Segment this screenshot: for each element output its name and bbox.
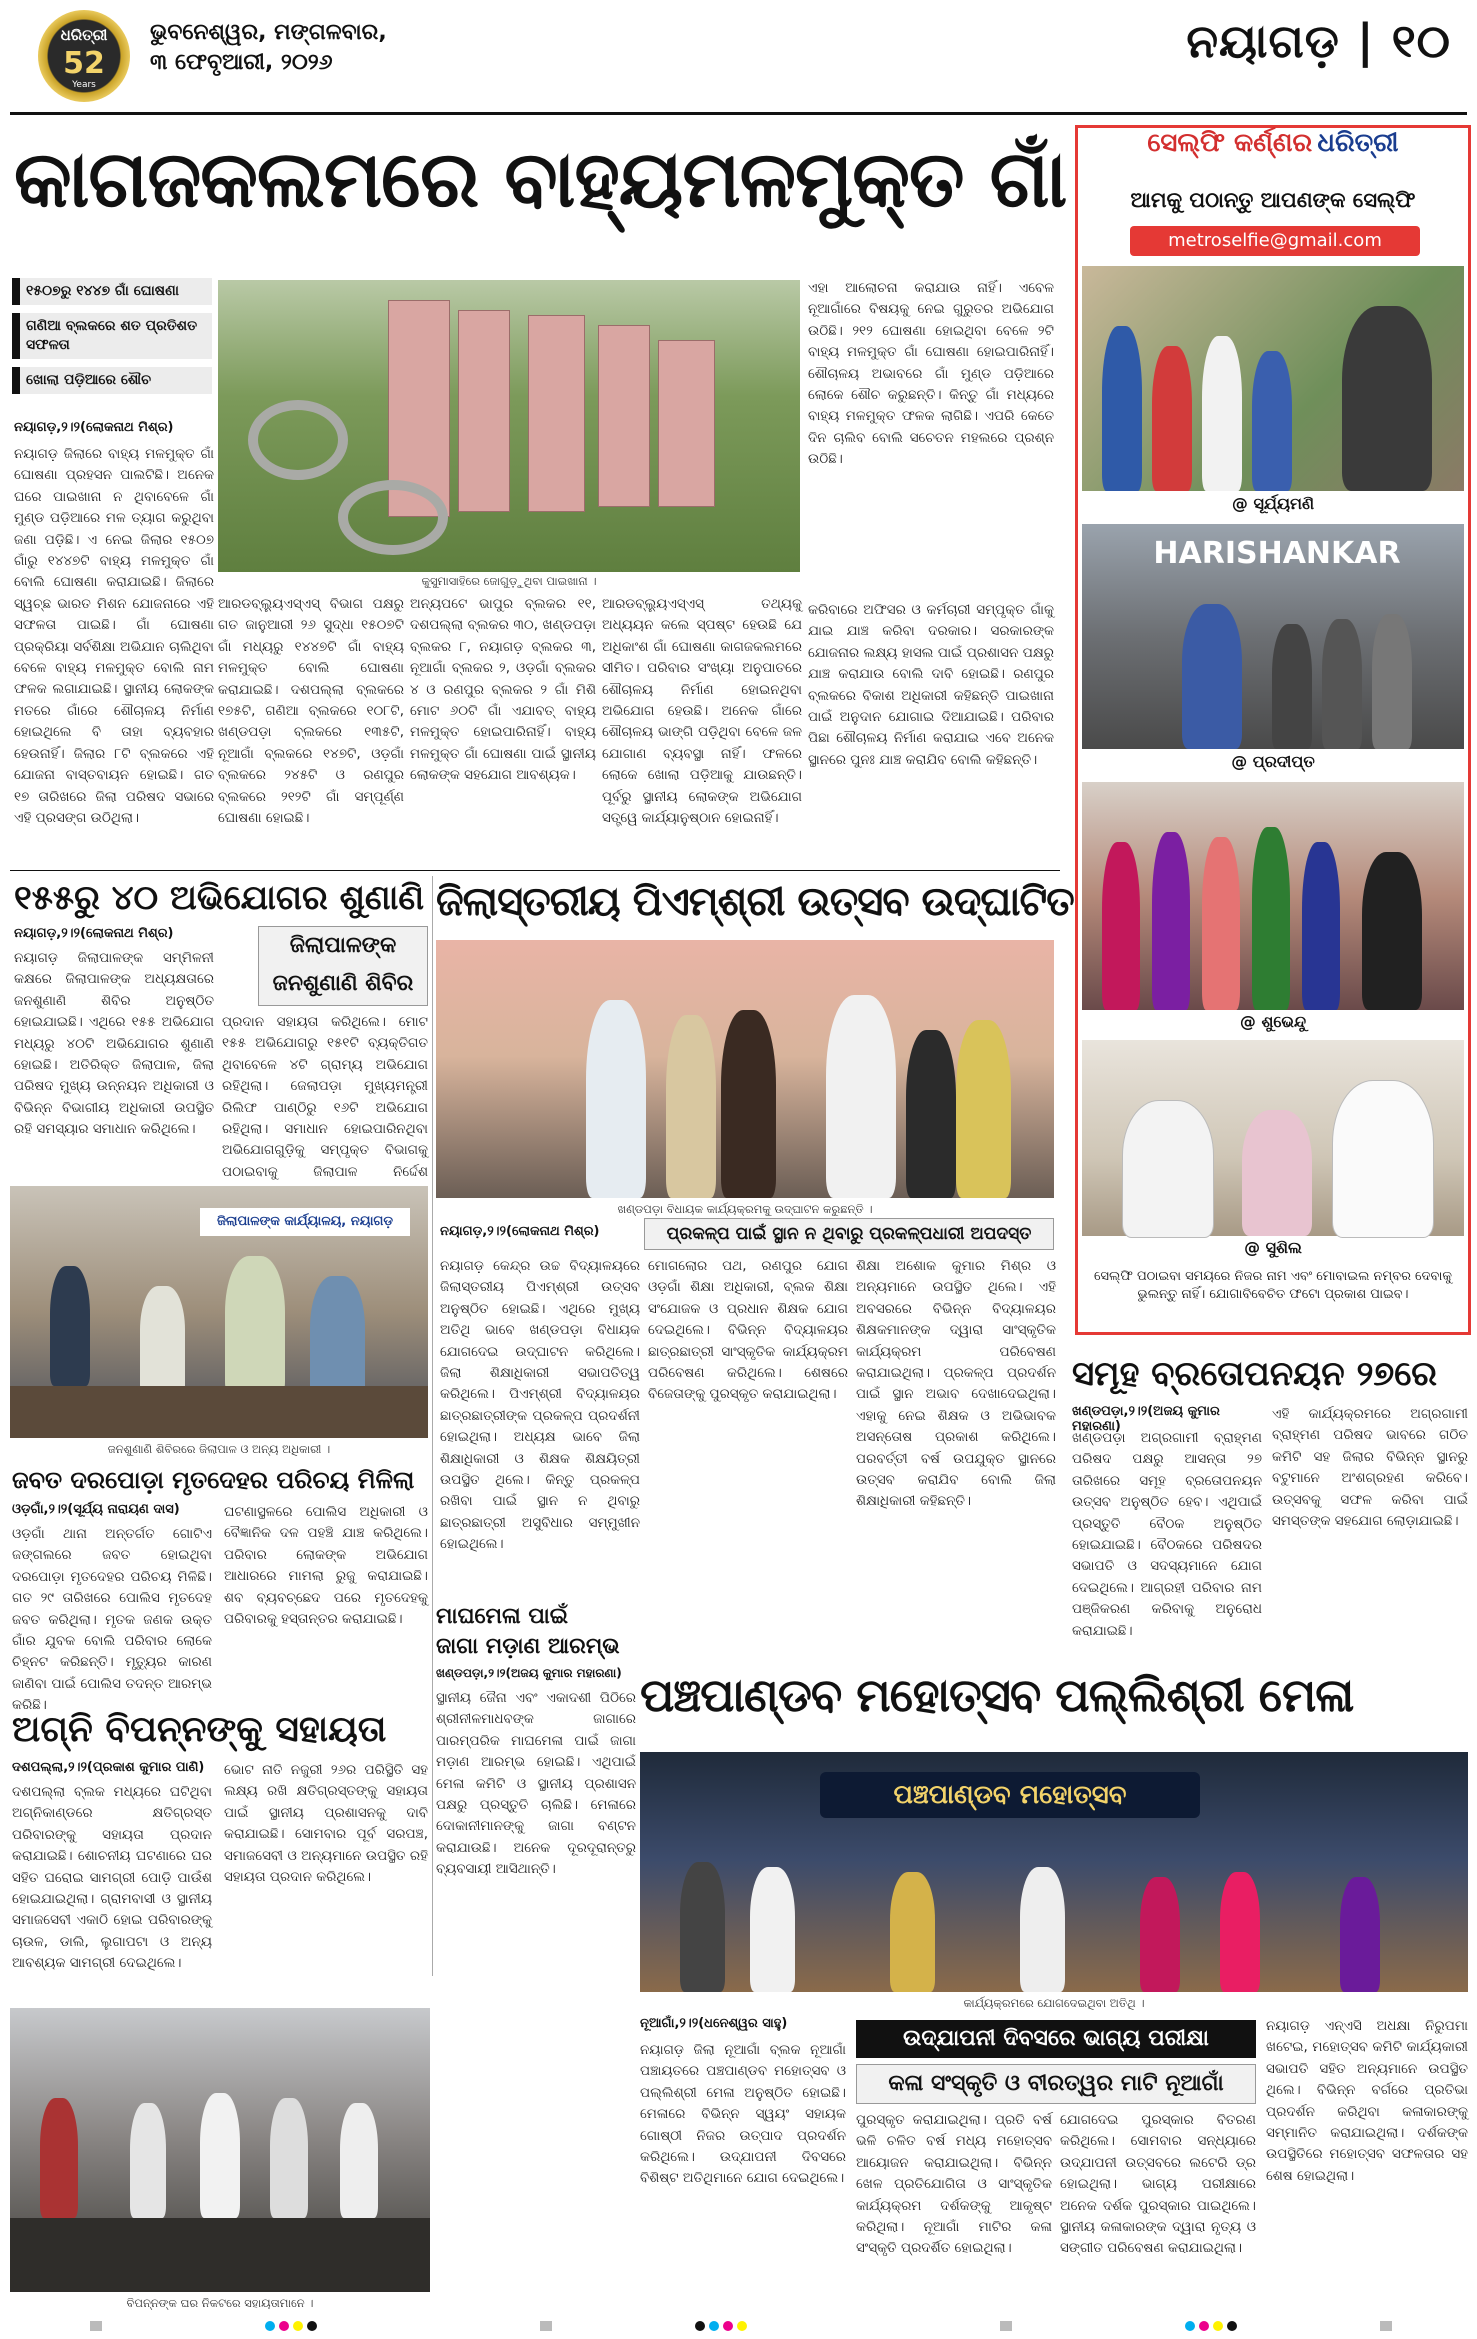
column-rule <box>432 876 433 1976</box>
panchapandav-photo-caption: କାର୍ଯ୍ୟକ୍ରମରେ ଯୋଗଦେଇଥିବା ଅତିଥି । <box>963 1996 1145 2010</box>
panchapandav-banner-2: କଳା ସଂସ୍କୃତି ଓ ବୀରତ୍ୱର ମାଟି ନୂଆଗାଁ <box>856 2064 1256 2104</box>
logo-years: Years <box>72 80 96 90</box>
grievance-photo-banner: ଜିଲାପାଳଙ୍କ କାର୍ଯ୍ୟାଳୟ, ନୟାଗଡ଼ <box>200 1208 410 1236</box>
lead-body-col1: ନୟାଗଡ଼ ଜିଲାରେ ବାହ୍ୟ ମଳମୁକ୍ତ ଗାଁ ଘୋଷଣା ପ୍ରହସନ ପାଲଟିଛି। ଅନେକ ଘରେ ପାଇଖାନା ନ ଥିବାବେଳେ ଗାଁ ମୁଣ୍ଡ ପଡ଼ିଆରେ ମଳ ତ୍ୟାଗ କରୁଥିବା ଜଣା ପଡ଼ିଛି। ଏ ନେଇ ଜିଲାର ୧୫୦୭ ଗାଁରୁ ୧୪୪୭ଟି ବାହ୍ୟ ମଳମୁକ୍ତ ଗାଁ ବୋଲି ଘୋଷଣା କରାଯାଇଛି। ଜିଲାରେ ସ୍ୱଚ୍ଛ ଭାରତ ମିଶନ ଯୋଜନାରେ ଏହି ସଫଳତା ପାଇଛି। ଗାଁ ଘୋଷଣା ପ୍ରକ୍ରିୟା ସର୍ବଶିକ୍ଷା ଅଭିଯାନ ଚାଲିଥିବା ବେଳେ ବାହ୍ୟ ମଳମୁକ୍ତ ବୋଲି ନାମ ଫଳକ ଲଗାଯାଇଛି। ସ୍ଥାନୀୟ ଲୋକଙ୍କ ମତରେ ଗାଁରେ ଶୌଚାଳୟ ନିର୍ମାଣ ହୋଇଥିଲେ ବି ତାହା ବ୍ୟବହାର ହେଉନାହିଁ। ଜିଲାର ୮ଟି ବ୍ଲକରେ ଏହି ଯୋଜନା ବାସ୍ତବାୟନ ହୋଇଛି। ଗତ ୧୭ ତାରିଖରେ ଜିଲା ପରିଷଦ ସଭାରେ ଏହି ପ୍ରସଙ୍ଗ ଉଠିଥିଲା। <box>14 446 214 826</box>
selfie-name: @ ସୂର୍ଯ୍ୟମଣି <box>1231 494 1315 513</box>
lead-headline: କାଗଜକଲମରେ ବାହ୍ୟମଳମୁକ୍ତ ଗାଁ <box>14 135 1067 225</box>
panchapandav-body-col3: ଯୋଗଦେଇ ପୁରସ୍କାର ବିତରଣ କରିଥିଲେ। ସୋମବାର ସନ୍ଧ୍ୟାରେ ଉଦ୍‌ଯାପନୀ ଉତ୍ସବରେ ଲଟେରି ଡ୍ର ହୋଇଥିଲା। ଭାଗ୍ୟ ପରୀକ୍ଷାରେ ଅନେକ ଦର୍ଶକ ପୁରସ୍କାର ପାଇଥିଲେ। ସ୍ଥାନୀୟ କଳାକାରଙ୍କ ଦ୍ୱାରା ନୃତ୍ୟ ଓ ସଙ୍ଗୀତ ପରିବେଷଣ କରାଯାଇଥିଲା। <box>1060 2112 1256 2257</box>
masthead-rule <box>10 112 1467 115</box>
pmshri-byline: ନୟାଗଡ଼,୨।୨(ଲୋକନାଥ ମିଶ୍ର) <box>440 1224 600 1239</box>
magh-headline-line1: ମାଘମେଳା ପାଇଁ <box>436 1604 569 1629</box>
page-title: ନୟାଗଡ଼ | ୧୦ <box>1186 14 1451 68</box>
fire-body-col2: ଭୋଟ ନାତି ନଜୁରୀ ୨୬ର ପରିସ୍ଥିତି ସହ ଲକ୍ଷ୍ୟ ରଖି କ୍ଷତିଗ୍ରସ୍ତଙ୍କୁ ସହାୟତା ପାଇଁ ସ୍ଥାନୀୟ ପ୍ରଶାସନକୁ ଦାବି କରାଯାଇଛି। ସୋମବାର ପୂର୍ବ ସରପଞ୍ଚ, ସମାଜସେବୀ ଓ ଅନ୍ୟମାନେ ଉପସ୍ଥିତ ରହି ସହାୟତା ପ୍ରଦାନ କରିଥିଲେ। <box>224 1762 428 1886</box>
pmshri-subhead: ପ୍ରକଳ୍ପ ପାଇଁ ସ୍ଥାନ ନ ଥିବାରୁ ପ୍ରକଳ୍ପଧାରୀ ଅପଦସ୍ତ <box>644 1218 1054 1250</box>
grievance-body-col2: ପ୍ରଦାନ ସହାୟତା କରିଥିଲେ। ମୋଟ ୧୫୫ ଅଭିଯୋଗରୁ ୧୫୧ଟି ବ୍ୟକ୍ତିଗତ ଥିବାବେଳେ ୪ଟି ଗ୍ରାମ୍ୟ ଅଭିଯୋଗ ରହିଥିଲା। ଜେଲାପଡ଼ା ମୁଖ୍ୟମନ୍ତ୍ରୀ ରିଲିଫ ପାଣ୍ଠିରୁ ୧୬ଟି ଅଭିଯୋଗ ରହିଥିଲା। ସମାଧାନ ହୋଇପାରିନଥିବା ଅଭିଯୋଗଗୁଡ଼ିକୁ ସମ୍ପୃକ୍ତ ବିଭାଗକୁ ପଠାଇବାକୁ ଜିଲାପାଳ ନିର୍ଦ୍ଦେଶ <box>222 1014 428 1180</box>
fire-photo-caption: ବିପନ୍ନଙ୍କ ଘର ନିକଟରେ ସହାୟତାମାନେ । <box>126 2296 314 2310</box>
grievance-photo-caption: ଜନଶୁଣାଣି ଶିବିରରେ ଜିଲାପାଳ ଓ ଅନ୍ୟ ଅଧିକାରୀ । <box>107 1442 331 1456</box>
selfie-corner-brand: ଧରିତ୍ରୀ <box>1317 128 1399 158</box>
upanayan-body-col1: ଖଣ୍ଡପଡ଼ା ଅଗ୍ରଗାମୀ ବ୍ରାହ୍ମଣ ପରିଷଦ ପକ୍ଷରୁ ଆସନ୍ତା ୨୭ ତାରିଖରେ ସମୂହ ବ୍ରତୋପନୟନ ଉତ୍ସବ ଅନୁଷ୍ଠିତ ହେବ। ଏଥିପାଇଁ ପ୍ରସ୍ତୁତି ବୈଠକ ଅନୁଷ୍ଠିତ ହୋଇଯାଇଛି। ବୈଠକରେ ପରିଷଦର ସଭାପତି ଓ ସଦସ୍ୟମାନେ ଯୋଗ ଦେଇଥିଲେ। ଆଗ୍ରହୀ ପରିବାର ନାମ ପଞ୍ଜିକରଣ କରିବାକୁ ଅନୁରୋଧ କରାଯାଇଛି। <box>1072 1430 1262 1639</box>
selfie-name: @ ପ୍ରଦୀପ୍ତ <box>1231 752 1315 771</box>
harishankar-sign: HARISHANKAR <box>1153 536 1401 571</box>
logo-brand: ଧରିତ୍ରୀ <box>60 26 108 44</box>
panchapandav-body-col2: ପୁରସ୍କୃତ କରାଯାଇଥିଲା। ପ୍ରତି ବର୍ଷ ଭଳି ଚଳିତ ବର୍ଷ ମଧ୍ୟ ମହୋତ୍ସବ ଆୟୋଜନ କରାଯାଇଥିଲା। ବିଭିନ୍ନ ଖେଳ ପ୍ରତିଯୋଗିତା ଓ ସାଂସ୍କୃତିକ କାର୍ଯ୍ୟକ୍ରମ ଦର୍ଶକଙ୍କୁ ଆକୃଷ୍ଟ କରିଥିଲା। ନୂଆଗାଁ ମାଟିର କଳା ସଂସ୍କୃତି ପ୍ରଦର୍ଶିତ ହୋଇଥିଲା। <box>856 2112 1052 2257</box>
dateline-date: ୩ ଫେବୃଆରୀ, ୨୦୨୬ <box>150 50 333 75</box>
selfie-corner-label: ସେଲ୍ଫି କର୍ଣ୍ଣର <box>1147 128 1313 158</box>
dateline <box>150 18 387 78</box>
upanayan-body-col2: ଏହି କାର୍ଯ୍ୟକ୍ରମରେ ଅଗ୍ରଗାମୀ ବ୍ରାହ୍ମଣ ପରିଷଦ ଭାବରେ ଗଠିତ କମିଟି ସହ ଜିଲାର ବିଭିନ୍ନ ସ୍ଥାନରୁ ବଟୁମାନେ ଅଂଶଗ୍ରହଣ କରିବେ। ଉତ୍ସବକୁ ସଫଳ କରିବା ପାଇଁ ସମସ୍ତଙ୍କ ସହଯୋଗ ଲୋଡ଼ାଯାଇଛି। <box>1272 1406 1468 1530</box>
toilet-photo <box>218 280 800 572</box>
magh-body-text: ସ୍ଥାନୀୟ ଜୈନା ଏବଂ ଏକାଦଶୀ ପିଠିରେ ଶ୍ରୀନୀଳମାଧବଙ୍କ ଜାଗାରେ ପାରମ୍ପରିକ ମାଘମେଳା ପାଇଁ ଜାଗା ମଡ଼ାଣ ଆରମ୍ଭ ହୋଇଛି। ଏଥିପାଇଁ ମେଳା କମିଟି ଓ ସ୍ଥାନୀୟ ପ୍ରଶାସନ ପକ୍ଷରୁ ପ୍ରସ୍ତୁତି ଚାଲିଛି। ମେଳାରେ ଦୋକାନୀମାନଙ୍କୁ ଜାଗା ବଣ୍ଟନ କରାଯାଉଛି। ଅନେକ ଦୂରଦୂରାନ୍ତରୁ ବ୍ୟବସାୟୀ ଆସିଥାନ୍ତି। <box>436 1690 636 1878</box>
selfie-email[interactable]: metroselfie@gmail.com <box>1130 226 1420 256</box>
dharitri-52-years-logo <box>38 10 130 102</box>
panchapandav-photo <box>640 1752 1468 1992</box>
lead-bullet: ଗଣିଆ ବ୍ଲକରେ ଶତ ପ୍ରତିଶତ ସଫଳତା <box>12 313 212 359</box>
fire-photo <box>10 2008 430 2292</box>
logo-number: 52 <box>63 46 105 81</box>
lead-body-col4: ଆରଡବ୍ଲ୍ୟୁଏସ୍ଏସ୍ ତଥ୍ୟକୁ ଅଧ୍ୟୟନ କଲେ ସ୍ପଷ୍ଟ ହେଉଛି ଯେ ଅଧିକାଂଶ ଗାଁ ଘୋଷଣା କାଗଜକଲମରେ ସୀମିତ। ପରିବାର ସଂଖ୍ୟା ଅନୁପାତରେ ଶୌଚାଳୟ ନିର୍ମାଣ ହୋଇନଥିବା ଅଭିଯୋଗ ହେଉଛି। ଅନେକ ଗାଁରେ ଶୌଚାଳୟ ଭାଙ୍ଗି ପଡ଼ିଥିବା ବେଳେ ଜଳ ଯୋଗାଣ ବ୍ୟବସ୍ଥା ନାହିଁ। ଫଳରେ ଲୋକେ ଖୋଲା ପଡ଼ିଆକୁ ଯାଉଛନ୍ତି। ପୂର୍ବରୁ ସ୍ଥାନୀୟ ଲୋକଙ୍କ ଅଭିଯୋଗ ସତ୍ତ୍ୱେ କାର୍ଯ୍ୟାନୁଷ୍ଠାନ ହୋଇନାହିଁ। <box>602 596 802 827</box>
pmshri-headline: ଜିଲାସ୍ତରୀୟ ପିଏମ୍ଶ୍ରୀ ଉତ୍ସବ ଉଦ୍‌ଘାଟିତ <box>436 879 1074 925</box>
pmshri-body-col2: ମୋଗଲୋର ପଥ, ରଣପୁର ଯୋଗ ଓଡ଼ଗାଁ ଶିକ୍ଷା ଅଧିକାରୀ, ବ୍ଲକ ଶିକ୍ଷା ସଂଯୋଜକ ଓ ପ୍ରଧାନ ଶିକ୍ଷକ ଯୋଗ ଦେଇଥିଲେ। ବିଭିନ୍ନ ବିଦ୍ୟାଳୟର ଛାତ୍ରଛାତ୍ରୀ ସାଂସ୍କୃତିକ କାର୍ଯ୍ୟକ୍ରମ ପରିବେଷଣ କରିଥିଲେ। ଶେଷରେ ବିଜେତାଙ୍କୁ ପୁରସ୍କୃତ କରାଯାଇଥିଲା। <box>648 1258 848 1403</box>
magh-headline <box>436 1602 656 1662</box>
death-byline: ଓଡ଼ଗାଁ,୨।୨(ସୂର୍ଯ୍ୟ ନାରାୟଣ ଦାସ) <box>12 1502 180 1517</box>
magh-headline-line2: ଜାଗା ମଡ଼ାଣ ଆରମ୍ଭ <box>436 1634 620 1659</box>
panchapandav-banner-1: ଉଦ୍‌ଯାପନୀ ଦିବସରେ ଭାଗ୍ୟ ପରୀକ୍ଷା <box>856 2020 1256 2058</box>
toilet-photo-caption: କୁସୁମାସାହିରେ ଜୋଗୁଡ଼ୁଥିବା ପାଇଖାନା । <box>421 574 597 588</box>
fire-byline: ଦଶପଲ୍ଲା,୨।୨(ପ୍ରକାଶ କୁମାର ପାଣି) <box>12 1760 205 1775</box>
selfie-corner-subtitle: ଆମକୁ ପଠାନ୍ତୁ ଆପଣଙ୍କ ସେଲ୍ଫି <box>1130 188 1416 212</box>
pmshri-body-col3: ଶିକ୍ଷା ଅଶୋକ କୁମାର ମିଶ୍ର ଓ ଅନ୍ୟମାନେ ଉପସ୍ଥିତ ଥିଲେ। ଏହି ଅବସରରେ ବିଭିନ୍ନ ବିଦ୍ୟାଳୟର ଶିକ୍ଷକମାନଙ୍କ ଦ୍ୱାରା ସାଂସ୍କୃତିକ କାର୍ଯ୍ୟକ୍ରମ ପରିବେଷଣ କରାଯାଇଥିଲା। ପ୍ରକଳ୍ପ ପ୍ରଦର୍ଶନ ପାଇଁ ସ୍ଥାନ ଅଭାବ ଦେଖାଦେଇଥିଲା। ଏହାକୁ ନେଇ ଶିକ୍ଷକ ଓ ଅଭିଭାବକ ଅସନ୍ତୋଷ ପ୍ରକାଶ କରିଥିଲେ। ପରବର୍ତ୍ତୀ ବର୍ଷ ଉପଯୁକ୍ତ ସ୍ଥାନରେ ଉତ୍ସବ କରାଯିବ ବୋଲି ଜିଲା ଶିକ୍ଷାଧିକାରୀ କହିଛନ୍ତି। <box>856 1258 1056 1510</box>
panchapandav-body-col1: ନୟାଗଡ଼ ଜିଲା ନୂଆଗାଁ ବ୍ଲକ ନୂଆଗାଁ ପଞ୍ଚାୟତରେ ପଞ୍ଚପାଣ୍ଡବ ମହୋତ୍ସବ ଓ ପଲ୍ଲିଶ୍ରୀ ମେଳା ଅନୁଷ୍ଠିତ ହୋଇଛି। ମେଳାରେ ବିଭିନ୍ନ ସ୍ୱୟଂ ସହାୟକ ଗୋଷ୍ଠୀ ନିଜର ଉତ୍ପାଦ ପ୍ରଦର୍ଶନ କରିଥିଲେ। ଉଦ୍‌ଯାପନୀ ଦିବସରେ ବିଶିଷ୍ଟ ଅତିଥିମାନେ ଯୋଗ ଦେଇଥିଲେ। <box>640 2042 846 2187</box>
lead-bullet: ଖୋଲା ପଡ଼ିଆରେ ଶୌଚ <box>12 367 212 394</box>
grievance-byline: ନୟାଗଡ଼,୨।୨(ଲୋକନାଥ ମିଶ୍ର) <box>14 926 174 941</box>
fire-body-col1: ଦଶପଲ୍ଲା ବ୍ଲକ ମଧ୍ୟରେ ଘଟିଥିବା ଅଗ୍ନିକାଣ୍ଡରେ କ୍ଷତିଗ୍ରସ୍ତ ପରିବାରଙ୍କୁ ସହାୟତା ପ୍ରଦାନ କରାଯାଇଛି। ଶୋଚନୀୟ ଘଟଣାରେ ଘର ସହିତ ଘରୋଇ ସାମଗ୍ରୀ ପୋଡ଼ି ପାଉଁଶ ହୋଇଯାଇଥିଲା। ଗ୍ରାମବାସୀ ଓ ସ୍ଥାନୀୟ ସମାଜସେବୀ ଏକାଠି ହୋଇ ପରିବାରଙ୍କୁ ଚାଉଳ, ଡାଲି, ଲୁଗାପଟା ଓ ଅନ୍ୟ ଆବଶ୍ୟକ ସାମଗ୍ରୀ ଦେଇଥିଲେ। <box>12 1784 212 1972</box>
panchapandav-headline: ପଞ୍ଚପାଣ୍ଡବ ମହୋତ୍ସବ ପଲ୍ଲିଶ୍ରୀ ମେଳା <box>640 1668 1354 1722</box>
lead-bullet: ୧୫୦୭ରୁ ୧୪୪୭ ଗାଁ ଘୋଷଣା <box>12 278 212 305</box>
lead-body-col2: ଆରଡବ୍ଲ୍ୟୁଏସ୍ଏସ୍ ବିଭାଗ ପକ୍ଷରୁ ଗତ ଜାନୁଆରୀ ୨୬ ସୁଦ୍ଧା ୧୫୦୭ଟି ଗାଁ ମଧ୍ୟରୁ ୧୪୪୭ଟି ଗାଁ ବାହ୍ୟ ମଳମୁକ୍ତ ବୋଲି ଘୋଷଣା କରାଯାଇଛି। ଦଶପଲ୍ଲା ବ୍ଲକରେ ୧୭୫ଟି, ଗଣିଆ ବ୍ଲକରେ ୧୦୮ଟି, ଖଣ୍ଡପଡ଼ା ବ୍ଲକରେ ୧୩୫ଟି, ନୂଆଗାଁ ବ୍ଲକରେ ୧୪୭ଟି, ଓଡ଼ଗାଁ ବ୍ଲକରେ ୨୪୫ଟି ଓ ରଣପୁର ବ୍ଲକରେ ୨୧୨ଟି ଗାଁ ସମ୍ପୂର୍ଣ୍ଣ ଘୋଷଣା ହୋଇଛି। <box>218 596 404 827</box>
magh-byline: ଖଣ୍ଡପଡ଼ା,୨।୨(ଅଜୟ କୁମାର ମହାରଣା) <box>436 1666 622 1680</box>
panchapandav-body-col4: ନୟାଗଡ଼ ଏନ୍‌ଏସି ଅଧକ୍ଷା ନିରୁପମା ଖଟେଇ, ମହୋତ୍ସବ କମିଟି କାର୍ଯ୍ୟକାରୀ ସଭାପତି ସହିତ ଅନ୍ୟମାନେ ଉପସ୍ଥିତ ଥିଲେ। ବିଭିନ୍ନ ବର୍ଗରେ ପ୍ରତିଭା ପ୍ରଦର୍ଶନ କରିଥିବା କଳାକାରଙ୍କୁ ସମ୍ମାନିତ କରାଯାଇଥିଲା। ଦର୍ଶକଙ୍କ ଉପସ୍ଥିତିରେ ମହୋତ୍ସବ ସଫଳତାର ସହ ଶେଷ ହୋଇଥିଲା। <box>1266 2018 1468 2184</box>
grievance-photo <box>10 1186 428 1438</box>
fire-headline: ଅଗ୍ନି ବିପନ୍ନଙ୍କୁ ସହାୟତା <box>12 1709 387 1750</box>
lead-body-col3: ଅନ୍ୟପଟେ ଭାପୁର ବ୍ଲକର ୧୧, ଦଶପଲ୍ଲା ବ୍ଲକର ୩୦, ଖଣ୍ଡପଡ଼ା ବ୍ଲକର ୮, ନୟାଗଡ଼ ବ୍ଲକର ୩, ନୂଆଗାଁ ବ୍ଲକର ୨, ଓଡ଼ଗାଁ ବ୍ଲକର ୪ ଓ ରଣପୁର ବ୍ଲକର ୨ ଗାଁ ମିଶି ମୋଟ ୬୦ଟି ଗାଁ ଏଯାବତ୍ ବାହ୍ୟ ମଳମୁକ୍ତ ହୋଇପାରିନାହିଁ। ବାହ୍ୟ ମଳମୁକ୍ତ ଗାଁ ଘୋଷଣା ପାଇଁ ସ୍ଥାନୀୟ ଲୋକଙ୍କ ସହଯୋଗ ଆବଶ୍ୟକ। <box>410 596 596 784</box>
selfie-name: @ ସୁଶିଲ <box>1244 1238 1302 1257</box>
lead-body-col6: କରିବାରେ ଅଫିସର ଓ କର୍ମଚାରୀ ସମ୍ପୃକ୍ତ ଗାଁକୁ ଯାଇ ଯାଞ୍ଚ କରିବା ଦରକାର। ସରକାରଙ୍କ ଯୋଜନାର ଲକ୍ଷ୍ୟ ହାସଲ ପାଇଁ ପ୍ରଶାସନ ପକ୍ଷରୁ ଯାଞ୍ଚ କରାଯାଉ ବୋଲି ଦାବି ହୋଇଛି। ରଣପୁର ବ୍ଲକରେ ବିକାଶ ଅଧିକାରୀ କହିଛନ୍ତି ପାଇଖାନା ପାଇଁ ଅନୁଦାନ ଯୋଗାଇ ଦିଆଯାଇଛି। ପରିବାର ପିଛା ଶୌଚାଳୟ ନିର୍ମାଣ କରାଯାଇ ଏବେ ଅନେକ ସ୍ଥାନରେ ପୁନଃ ଯାଞ୍ଚ କରାଯିବ ବୋଲି କହିଛନ୍ତି। <box>808 602 1054 768</box>
print-registration-marks <box>0 2318 1477 2332</box>
selfie-name: @ ଶୁଭେନ୍ଦୁ <box>1239 1012 1307 1031</box>
upanayan-headline: ସମୂହ ବ୍ରତୋପନୟନ ୨୭ରେ <box>1072 1354 1437 1394</box>
divider <box>10 870 1060 871</box>
selfie-photo <box>1082 1040 1464 1236</box>
death-body-col1: ଓଡ଼ଗାଁ ଥାନା ଅନ୍ତର୍ଗତ ଗୋଟିଏ ଜଙ୍ଗଲରେ ଜବତ ହୋଇଥିବା ଦରପୋଡ଼ା ମୃତଦେହର ପରିଚୟ ମିଳିଛି। ଗତ ୨୯ ତାରିଖରେ ପୋଲିସ ମୃତଦେହ ଜବତ କରିଥିଲା। ମୃତକ ଜଣକ ଉକ୍ତ ଗାଁର ଯୁବକ ବୋଲି ପରିବାର ଲୋକେ ଚିହ୍ନଟ କରିଛନ୍ତି। ମୃତ୍ୟୁର କାରଣ ଜାଣିବା ପାଇଁ ପୋଲିସ ତଦନ୍ତ ଆରମ୍ଭ କରିଛି। <box>12 1526 212 1714</box>
selfie-photo <box>1082 782 1464 1010</box>
selfie-photo <box>1082 266 1464 491</box>
upanayan-byline: ଖଣ୍ଡପଡ଼ା,୨।୨(ଅଜୟ କୁମାର ମହାରଣା) <box>1072 1404 1220 1434</box>
panchapandav-byline: ନୂଆଗାଁ,୨।୨(ଧନେଶ୍ୱର ସାହୁ) <box>640 2016 788 2031</box>
selfie-note: ସେଲ୍ଫି ପଠାଇବା ସମୟରେ ନିଜର ନାମ ଏବଂ ମୋବାଇଲ ନମ୍ବର ଦେବାକୁ ଭୁଲନ୍ତୁ ନାହିଁ। ଯୋଗାବିବେଚିତ ଫଟୋ ପ୍ରକାଶ ପାଇବ। <box>1094 1269 1452 1302</box>
pmshri-body-col1: ନୟାଗଡ଼ କେନ୍ଦ୍ର ଉଚ୍ଚ ବିଦ୍ୟାଳୟରେ ଜିଲାସ୍ତରୀୟ ପିଏମ୍ଶ୍ରୀ ଉତ୍ସବ ଅନୁଷ୍ଠିତ ହୋଇଛି। ଏଥିରେ ମୁଖ୍ୟ ଅତିଥି ଭାବେ ଖଣ୍ଡପଡ଼ା ବିଧାୟକ ଯୋଗଦେଇ ଉଦ୍‌ଘାଟନ କରିଥିଲେ। ଜିଲା ଶିକ୍ଷାଧିକାରୀ ସଭାପତିତ୍ୱ କରିଥିଲେ। ପିଏମ୍ଶ୍ରୀ ବିଦ୍ୟାଳୟର ଛାତ୍ରଛାତ୍ରୀଙ୍କ ପ୍ରକଳ୍ପ ପ୍ରଦର୍ଶନୀ ହୋଇଥିଲା। ଅଧ୍ୟକ୍ଷ ଭାବେ ଜିଲା ଶିକ୍ଷାଧିକାରୀ ଓ ଶିକ୍ଷକ ଶିକ୍ଷୟିତ୍ରୀ ଉପସ୍ଥିତ ଥିଲେ। କିନ୍ତୁ ପ୍ରକଳ୍ପ ରଖିବା ପାଇଁ ସ୍ଥାନ ନ ଥିବାରୁ ଛାତ୍ରଛାତ୍ରୀ ଅସୁବିଧାର ସମ୍ମୁଖୀନ ହୋଇଥିଲେ। <box>440 1258 640 1553</box>
death-body-col2: ଘଟଣାସ୍ଥଳରେ ପୋଲିସ ଅଧିକାରୀ ଓ ବୈଜ୍ଞାନିକ ଦଳ ପହଞ୍ଚି ଯାଞ୍ଚ କରିଥିଲେ। ପରିବାର ଲୋକଙ୍କ ଅଭିଯୋଗ ଆଧାରରେ ମାମଲା ରୁଜୁ କରାଯାଇଛି। ଶବ ବ୍ୟବଚ୍ଛେଦ ପରେ ମୃତଦେହକୁ ପରିବାରକୁ ହସ୍ତାନ୍ତର କରାଯାଇଛି। <box>224 1504 428 1628</box>
death-headline: ଜବତ ଦରପୋଡ଼ା ମୃତଦେହର ପରିଚୟ ମିଳିଲା <box>12 1466 415 1494</box>
selfie-photo <box>1082 524 1464 749</box>
grievance-headline: ୧୫୫ରୁ ୪୦ ଅଭିଯୋଗର ଶୁଣାଣି <box>14 878 425 918</box>
stage-banner: ପଞ୍ଚପାଣ୍ଡବ ମହୋତ୍ସବ <box>820 1772 1200 1818</box>
lead-body-col5: ଏହା ଆଲୋଚନା କରାଯାଉ ନାହିଁ। ଏବେଳ ନୂଆଗାଁରେ ବିଷୟକୁ ନେଇ ଗୁରୁତର ଅଭିଯୋଗ ଉଠିଛି। ୨୧୨ ଘୋଷଣା ହୋଇଥିବା ବେଳେ ୨ଟି ବାହ୍ୟ ମଳମୁକ୍ତ ଗାଁ ଘୋଷଣା ହୋଇପାରିନାହିଁ। ଶୌଚାଳୟ ଅଭାବରେ ଗାଁ ମୁଣ୍ଡ ପଡ଼ିଆରେ ଲୋକେ ଶୌଚ କରୁଛନ୍ତି। କିନ୍ତୁ ଗାଁ ମଧ୍ୟରେ ବାହ୍ୟ ମଳମୁକ୍ତ ଫଳକ ଲାଗିଛି। ଏପରି କେତେ ଦିନ ଚାଲିବ ବୋଲି ସଚେତନ ମହଲରେ ପ୍ରଶ୍ନ ଉଠିଛି। <box>808 280 1054 468</box>
grievance-box-title: ଜିଲାପାଳଙ୍କ ଜନଶୁଣାଣି ଶିବିର <box>258 926 428 1006</box>
registration-marks-graphic <box>0 2319 1477 2333</box>
grievance-body-col1: ନୟାଗଡ଼ ଜିଲାପାଳଙ୍କ ସମ୍ମିଳନୀ କକ୍ଷରେ ଜିଲାପାଳଙ୍କ ଅଧ୍ୟକ୍ଷତାରେ ଜନଶୁଣାଣି ଶିବିର ଅନୁଷ୍ଠିତ ହୋଇଯାଇଛି। ଏଥିରେ ୧୫୫ ଅଭିଯୋଗ ମଧ୍ୟରୁ ୪୦ଟି ଅଭିଯୋଗର ଶୁଣାଣି ହୋଇଛି। ଅତିରିକ୍ତ ଜିଲାପାଳ, ଜିଲା ପରିଷଦ ମୁଖ୍ୟ ଉନ୍ନୟନ ଅଧିକାରୀ ଓ ବିଭିନ୍ନ ବିଭାଗୀୟ ଅଧିକାରୀ ଉପସ୍ଥିତ ରହି ସମସ୍ୟାର ସମାଧାନ କରିଥିଲେ। <box>14 950 214 1138</box>
dateline-place-day: ଭୁବନେଶ୍ୱର, ମଙ୍ଗଳବାର, <box>150 20 387 45</box>
lead-bullets <box>12 278 212 402</box>
lead-byline: ନୟାଗଡ଼,୨।୨(ଲୋକନାଥ ମିଶ୍ର) <box>14 420 174 435</box>
pmshri-photo-caption: ଖଣ୍ଡପଡ଼ା ବିଧାୟକ କାର୍ଯ୍ୟକ୍ରମକୁ ଉଦ୍‌ଘାଟନ କରୁଛନ୍ତି । <box>617 1202 873 1216</box>
pmshri-photo <box>436 940 1054 1198</box>
